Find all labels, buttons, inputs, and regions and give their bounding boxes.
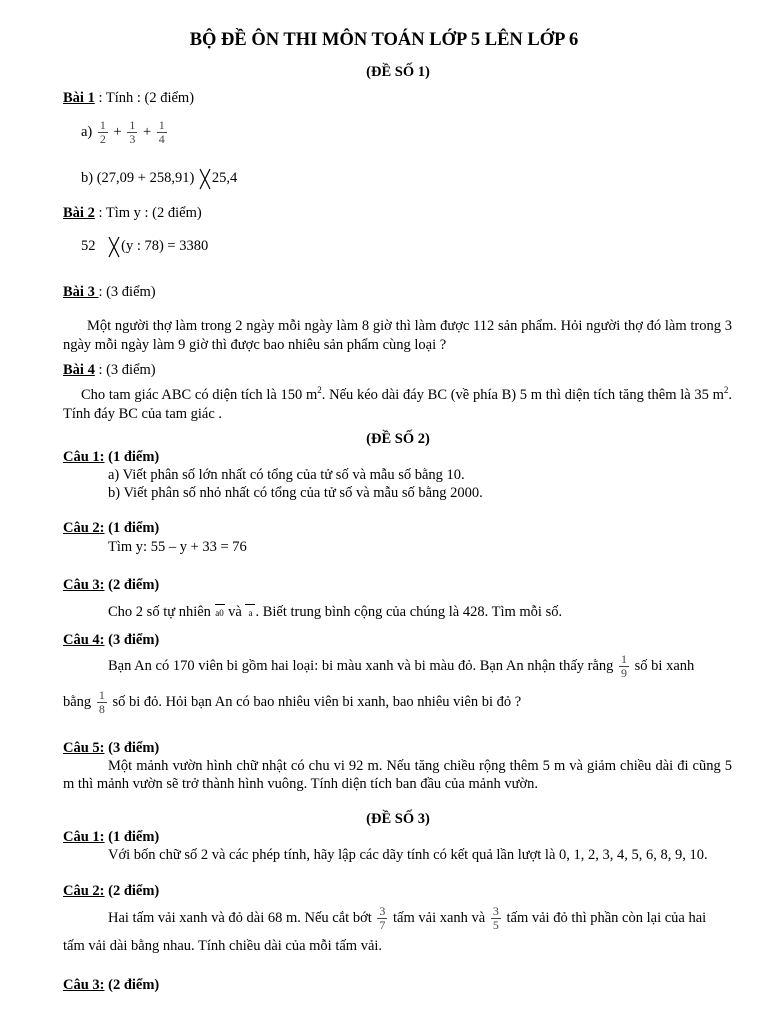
bai4-label: Bài 4	[63, 362, 95, 378]
de3-cau1-text: Với bốn chữ số 2 và các phép tính, hãy lập các dãy tính có kết quả lần lượt là 0, 1, 2, 3, 4, 5, 6, 8, 9, 10.	[108, 847, 708, 863]
bai3-label: Bài 3	[63, 284, 99, 300]
de3-cau2-line2: tấm vải dài bằng nhau. Tính chiều dài của mỗi tấm vải.	[63, 938, 383, 954]
de2-cau3-header: Câu 3: (2 điểm)	[63, 577, 160, 593]
multiply-icon	[198, 167, 212, 191]
de2-cau2-text: Tìm y: 55 – y + 33 = 76	[108, 539, 247, 555]
fraction-1-9: $\frac{1}{9}$	[621, 652, 628, 681]
de3-heading: (ĐỀ SỐ 3)	[366, 811, 430, 827]
bai1-part-b	[81, 166, 237, 191]
de2-heading: (ĐỀ SỐ 2)	[366, 431, 430, 447]
bai4-text: Cho tam giác ABC có diện tích là 150 $m^2$. Nếu kéo dài đáy BC (về phía B) 5 m thì diện tích tăng thêm là 35 $m^2$. Tính đáy BC của tam giác .	[63, 385, 733, 422]
fraction-1-3: $\frac{1}{3}$	[129, 118, 136, 147]
de3-cau2-line1: Hai tấm vải xanh và đỏ dài 68 m. Nếu cắt bớt $\frac{3}{7}$ tấm vải xanh và $\frac{3}{5}$ tấm vải đỏ thì phần còn lại của hai	[108, 904, 707, 933]
bai1-b-tail: 25,4	[211, 170, 238, 186]
de2-cau4-line1: Bạn An có 170 viên bi gồm hai loại: bi màu xanh và bi màu đỏ. Bạn An nhận thấy rằng $\frac{1}{9}$ số bi xanh	[108, 652, 695, 681]
bai1-part-a	[81, 116, 169, 148]
de2-cau1-a: a) Viết phân số lớn nhất có tổng của tử số và mẫu số bằng 10.	[108, 467, 465, 483]
de2-cau5-header: Câu 5: (3 điểm)	[63, 740, 160, 756]
bai3-header	[63, 283, 156, 301]
de3-cau2-header: Câu 2: (2 điểm)	[63, 883, 160, 899]
de2-cau5-text: Một mảnh vườn hình chữ nhật có chu vi 92 m. Nếu tăng chiều rộng thêm 5 m và giảm chiều dài đi cũng 5 m thì mảnh vườn sẽ trở thành hình vuông. Tính diện tích ban đầu của mảnh vườn.	[63, 758, 732, 792]
fraction-3-5: $\frac{3}{5}$	[492, 904, 499, 933]
bai1-b-expr: b) (27,09 + 258,91)	[81, 170, 195, 186]
bai3-text: Một người thợ làm trong 2 ngày mỗi ngày làm 8 giờ thì làm được 112 sản phẩm. Hỏi người thợ đó làm trong 3 ngày mỗi ngày làm 9 giờ thì được bao nhiêu sản phẩm cùng loại ?	[63, 318, 732, 353]
de2-cau3-text: Cho 2 số tự nhiên a0 và a . Biết trung bình cộng của chúng là 428. Tìm mỗi số.	[108, 604, 563, 620]
de2-cau1-b: b) Viết phân số nhỏ nhất có tổng của tử số và mẫu số bằng 2000.	[108, 485, 483, 501]
bai1-label: Bài 1	[63, 90, 95, 106]
de1-heading: (ĐỀ SỐ 1)	[366, 64, 430, 80]
multiply-icon	[107, 235, 121, 259]
fraction-1-2: $\frac{1}{2}$	[99, 118, 106, 147]
bai4-desc: : (3 điểm)	[94, 362, 156, 378]
bai3-desc: : (3 điểm)	[98, 284, 156, 300]
overline-number-2: a	[245, 604, 255, 618]
overline-number-1: a0	[215, 604, 225, 618]
bai2-expr-left: 52	[81, 238, 96, 254]
de2-cau4-line2: bằng $\frac{1}{8}$ số bi đỏ. Hỏi bạn An có bao nhiêu viên bi xanh, bao nhiêu viên bi đỏ ?	[63, 688, 522, 717]
bai1-header	[63, 89, 194, 107]
de3-cau3-header: Câu 3: (2 điểm)	[63, 977, 160, 993]
fraction-1-8: $\frac{1}{8}$	[98, 688, 105, 717]
plus-sign: +	[113, 124, 122, 140]
bai4-header	[63, 361, 156, 379]
document-title: BỘ ĐỀ ÔN THI MÔN TOÁN LỚP 5 LÊN LỚP 6	[189, 30, 579, 50]
de2-cau1-header: Câu 1: (1 điểm)	[63, 449, 160, 465]
bai1-desc: : Tính : (2 điểm)	[94, 90, 195, 106]
fraction-1-4: $\frac{1}{4}$	[158, 118, 165, 147]
bai2-header	[63, 204, 202, 222]
bai2-label: Bài 2	[63, 205, 95, 221]
bai1-a-prefix: a)	[81, 124, 93, 140]
de3-cau1-header: Câu 1: (1 điểm)	[63, 829, 160, 845]
bai2-desc: : Tìm y : (2 điểm)	[94, 205, 202, 221]
de2-cau4-header: Câu 4: (3 điểm)	[63, 632, 160, 648]
bai2-expr-right: (y : 78) = 3380	[121, 238, 209, 254]
fraction-3-7: $\frac{3}{7}$	[379, 904, 386, 933]
plus-sign: +	[142, 124, 152, 140]
bai2-expression	[81, 234, 208, 259]
de2-cau2-header: Câu 2: (1 điểm)	[63, 520, 160, 536]
